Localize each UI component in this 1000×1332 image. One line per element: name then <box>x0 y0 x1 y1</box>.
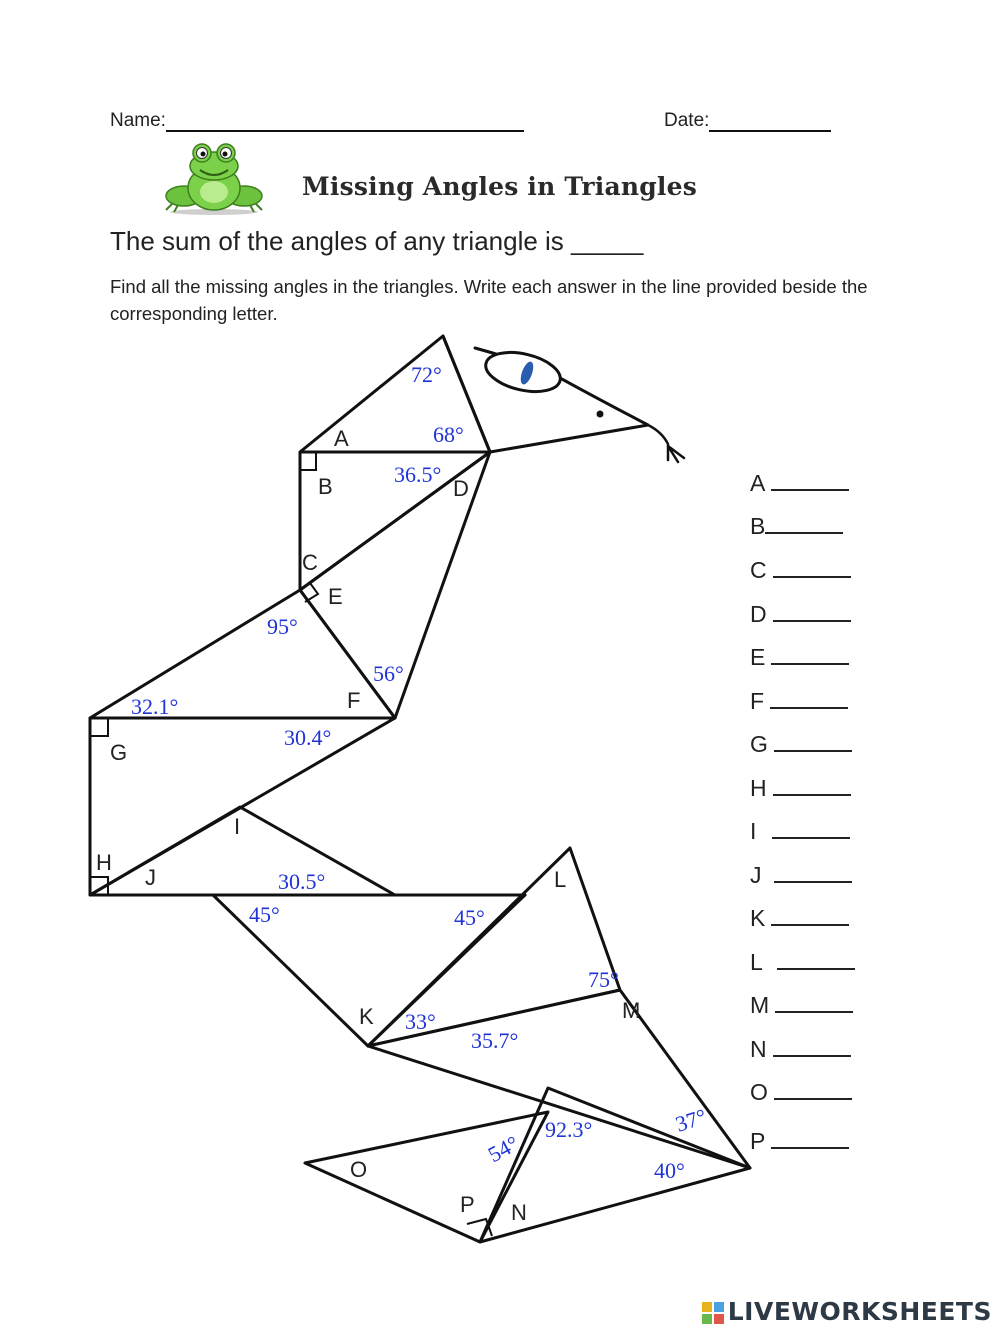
answer-row-i[interactable] <box>750 817 850 847</box>
point-label-b: B <box>318 474 333 499</box>
point-label-d: D <box>453 476 469 501</box>
angle-label-30-4: 30.4° <box>284 725 332 750</box>
answer-letter: D <box>750 601 767 627</box>
angle-label-32-1: 32.1° <box>131 694 179 719</box>
answer-letter: F <box>750 688 765 714</box>
point-label-g: G <box>110 740 128 765</box>
answer-row-j[interactable] <box>750 861 852 891</box>
point-label-m: M <box>622 998 641 1023</box>
point-label-n: N <box>511 1200 527 1225</box>
answer-letter: H <box>750 775 767 801</box>
answer-blank[interactable] <box>774 861 852 883</box>
answer-row-k[interactable] <box>750 904 849 934</box>
answer-row-b[interactable] <box>750 512 843 542</box>
triangle-ij <box>90 807 395 895</box>
answer-blank[interactable] <box>772 817 850 839</box>
answer-letter: G <box>750 731 768 757</box>
answer-row-l[interactable] <box>750 948 855 978</box>
logo-text: LIVEWORKSHEETS <box>727 1297 992 1326</box>
point-label-p: P <box>460 1192 475 1217</box>
angle-label-75: 75° <box>588 967 619 992</box>
answer-letter: B <box>750 513 766 539</box>
snake-nostril-icon <box>597 411 604 418</box>
name-label: Name: <box>110 110 166 131</box>
answer-letter: P <box>750 1128 766 1154</box>
answer-blank[interactable] <box>773 600 851 622</box>
angle-label-40: 40° <box>654 1158 685 1183</box>
answer-row-a[interactable] <box>750 469 849 499</box>
answer-row-p[interactable] <box>750 1127 849 1157</box>
angle-label-36-5: 36.5° <box>394 462 442 487</box>
answer-letter: E <box>750 644 766 670</box>
logo-blocks-icon <box>702 1302 724 1324</box>
angle-label-37: 37° <box>672 1103 710 1137</box>
answer-blank[interactable] <box>773 774 851 796</box>
answer-letter: I <box>750 818 757 844</box>
answer-blank[interactable] <box>771 469 849 491</box>
angle-label-54: 54° <box>483 1130 523 1168</box>
answer-blank[interactable] <box>777 948 855 970</box>
angle-label-95: 95° <box>267 614 298 639</box>
answer-row-h[interactable] <box>750 774 851 804</box>
answer-blank[interactable] <box>771 1127 849 1149</box>
answer-blank[interactable] <box>771 643 849 665</box>
point-label-c: C <box>302 550 318 575</box>
point-label-i: I <box>234 814 241 839</box>
point-label-j: J <box>145 865 156 890</box>
worksheet-title: Missing Angles in Triangles <box>302 172 697 201</box>
answer-blank[interactable] <box>774 730 852 752</box>
answer-blank[interactable] <box>765 512 843 534</box>
answer-row-g[interactable] <box>750 730 852 760</box>
answer-row-e[interactable] <box>750 643 849 673</box>
answer-letter: C <box>750 557 767 583</box>
angle-label-33: 33° <box>405 1009 436 1034</box>
angle-label-45-left: 45° <box>249 902 280 927</box>
angle-label-68: 68° <box>433 422 464 447</box>
right-angle-mark-b <box>300 452 316 470</box>
angle-label-45-right: 45° <box>454 905 485 930</box>
date-label: Date: <box>664 110 710 131</box>
answer-letter: A <box>750 470 766 496</box>
answer-letter: L <box>750 949 763 975</box>
answer-row-d[interactable] <box>750 600 851 630</box>
answer-blank[interactable] <box>775 991 853 1013</box>
answer-row-m[interactable] <box>750 991 853 1021</box>
point-label-e: E <box>328 584 343 609</box>
point-label-f: F <box>347 688 361 713</box>
point-label-h: H <box>96 850 112 875</box>
point-label-a: A <box>334 426 349 451</box>
answer-blank[interactable] <box>773 556 851 578</box>
answer-letter: J <box>750 862 762 888</box>
angle-label-35-7: 35.7° <box>471 1028 519 1053</box>
answer-letter: M <box>750 992 770 1018</box>
answer-row-n[interactable] <box>750 1035 851 1065</box>
angle-label-92-3: 92.3° <box>545 1117 593 1142</box>
answer-row-o[interactable] <box>750 1078 852 1108</box>
answer-blank[interactable] <box>770 687 848 709</box>
angle-label-72: 72° <box>411 362 442 387</box>
answer-letter: N <box>750 1036 767 1062</box>
right-angle-mark-g <box>90 718 108 736</box>
answer-blank[interactable] <box>774 1078 852 1100</box>
point-label-k: K <box>359 1004 374 1029</box>
sum-prompt[interactable]: The sum of the angles of any triangle is _____ <box>110 226 644 256</box>
answer-row-f[interactable] <box>750 687 848 717</box>
angle-label-56: 56° <box>373 661 404 686</box>
point-label-l: L <box>554 867 567 892</box>
instructions-text: Find all the missing angles in the triangles. Write each answer in the line provided beside the corresponding letter. <box>110 276 868 324</box>
point-label-o: O <box>350 1157 368 1182</box>
answer-row-c[interactable] <box>750 556 851 586</box>
answer-blank[interactable] <box>773 1035 851 1057</box>
answer-letter: K <box>750 905 766 931</box>
liveworksheets-logo <box>702 1297 992 1326</box>
angle-label-30-5: 30.5° <box>278 869 326 894</box>
answer-letter: O <box>750 1079 768 1105</box>
answer-blank[interactable] <box>771 904 849 926</box>
